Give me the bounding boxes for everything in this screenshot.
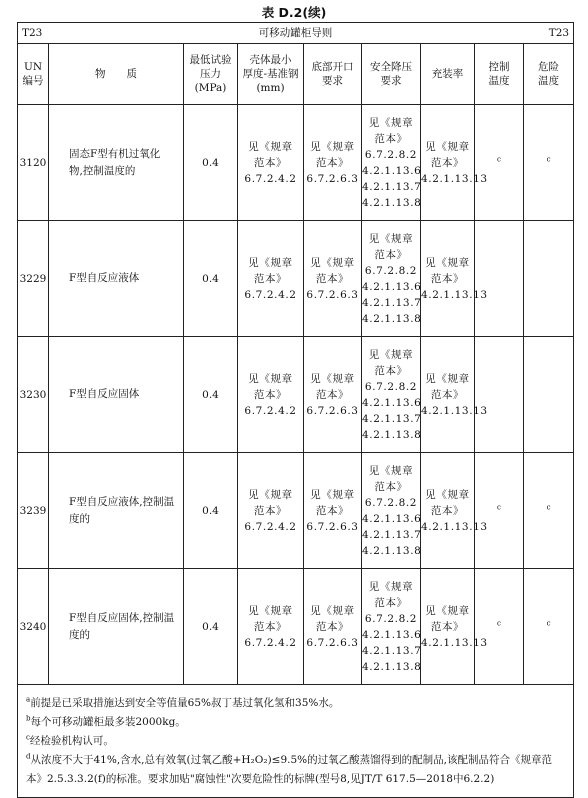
pressure-relief-line: 4.2.1.13.6 xyxy=(362,396,422,409)
control-temp-cell xyxy=(475,453,524,569)
pressure-relief-cell xyxy=(362,105,421,221)
bottom-opening-line: 见《规章 xyxy=(310,372,355,385)
filling-ratio-line: 4.2.1.13.13 xyxy=(421,520,488,533)
substance-line: 固态F型有机过氧化 xyxy=(69,147,161,160)
control-temp-cell xyxy=(475,569,524,685)
footnote-mark: c xyxy=(26,733,30,741)
bottom-opening-line: 见《规章 xyxy=(310,604,355,617)
header-danger-temp-line: 温度 xyxy=(538,75,560,87)
tank-instruction-table xyxy=(17,22,574,798)
footnote xyxy=(26,732,565,751)
substance-line: 度的 xyxy=(69,512,90,525)
header-control-temp-line: 控制 xyxy=(488,61,510,73)
table-caption: 表 D.2(续) xyxy=(261,5,327,20)
filling-ratio-cell xyxy=(421,221,488,337)
un-number-cell: 3229 xyxy=(18,221,49,337)
substance-line: F型自反应液体 xyxy=(69,272,140,284)
filling-ratio-line: 范本》 xyxy=(430,620,465,633)
control-temp-cell xyxy=(475,337,524,453)
danger-temp-cell xyxy=(524,453,574,569)
pressure-relief-line: 6.7.2.8.2 xyxy=(364,264,418,277)
footnote-text: 前提是已采取措施达到安全等值量65%叔丁基过氧化氢和35%水。 xyxy=(30,696,340,709)
header-pressure-relief xyxy=(362,44,421,105)
pressure-relief-line: 4.2.1.13.6 xyxy=(362,628,422,641)
pressure-relief-line: 4.2.1.13.8 xyxy=(362,196,422,209)
bottom-opening-cell xyxy=(304,453,362,569)
shell-thickness-cell xyxy=(238,105,304,221)
test-pressure-cell: 0.4 xyxy=(184,105,238,221)
footnote-mark: a xyxy=(26,695,31,703)
filling-ratio-cell xyxy=(421,569,488,685)
pressure-relief-cell xyxy=(362,453,421,569)
shell-thickness-line: 范本》 xyxy=(253,620,288,633)
header-shell-thickness-line: 壳体最小 xyxy=(249,54,292,66)
footnote-text: 从浓度不大于41%,含水,总有效氧(过氧乙酸+H₂O₂)≤9.5%的过氧乙酸蒸馏得到的配制品,该配制品符合《规章范本》2.5.3.3.2(f)的标准。要求加贴"腐蚀性"次要危险性的标牌(型号8,见JT/T 617.5—2018中6.2.2) xyxy=(26,753,552,785)
pressure-relief-line: 4.2.1.13.8 xyxy=(362,428,422,441)
footnote xyxy=(26,713,565,732)
un-number-cell: 3240 xyxy=(18,569,49,685)
pressure-relief-line: 6.7.2.8.2 xyxy=(364,612,418,625)
shell-thickness-cell xyxy=(238,569,304,685)
filling-ratio-line: 范本》 xyxy=(430,388,465,401)
filling-ratio-line: 4.2.1.13.13 xyxy=(421,636,488,649)
filling-ratio-line: 见《规章 xyxy=(425,372,470,385)
footnote xyxy=(26,694,565,713)
header-un-number xyxy=(18,44,49,105)
pressure-relief-line: 4.2.1.13.7 xyxy=(362,644,422,657)
un-number-cell: 3239 xyxy=(18,453,49,569)
header-shell-thickness xyxy=(238,44,304,105)
footnote-mark: c xyxy=(546,503,551,511)
filling-ratio-line: 4.2.1.13.13 xyxy=(421,288,488,301)
test-pressure-cell: 0.4 xyxy=(184,221,238,337)
danger-temp-cell xyxy=(524,337,574,453)
pressure-relief-cell xyxy=(362,337,421,453)
substance-line: 物,控制温度的 xyxy=(69,164,136,177)
header-danger-temp xyxy=(524,44,574,105)
bottom-opening-line: 6.7.2.6.3 xyxy=(306,520,359,533)
filling-ratio-line: 4.2.1.13.13 xyxy=(421,404,488,417)
pressure-relief-line: 范本》 xyxy=(374,364,408,377)
footnote-mark: c xyxy=(497,155,501,163)
shell-thickness-line: 6.7.2.4.2 xyxy=(244,288,297,301)
substance-cell xyxy=(49,105,184,221)
filling-ratio-line: 见《规章 xyxy=(425,488,470,501)
filling-ratio-line: 范本》 xyxy=(430,504,465,517)
pressure-relief-line: 4.2.1.13.7 xyxy=(362,528,422,541)
shell-thickness-cell xyxy=(238,453,304,569)
pressure-relief-line: 4.2.1.13.7 xyxy=(362,296,422,309)
pressure-relief-line: 4.2.1.13.8 xyxy=(362,660,422,673)
table-row xyxy=(18,105,574,221)
filling-ratio-line: 4.2.1.13.13 xyxy=(421,172,488,185)
shell-thickness-cell xyxy=(238,337,304,453)
bottom-opening-line: 6.7.2.6.3 xyxy=(306,404,359,417)
footnote xyxy=(26,751,565,789)
substance-cell xyxy=(49,569,184,685)
pressure-relief-line: 4.2.1.13.8 xyxy=(362,544,422,557)
pressure-relief-line: 4.2.1.13.6 xyxy=(362,280,422,293)
header-bottom-opening xyxy=(304,44,362,105)
shell-thickness-line: 见《规章 xyxy=(248,488,293,501)
filling-ratio-cell xyxy=(421,337,488,453)
bottom-opening-line: 6.7.2.6.3 xyxy=(306,288,359,301)
substance-cell xyxy=(49,337,184,453)
pressure-relief-cell xyxy=(362,569,421,685)
shell-thickness-cell xyxy=(238,221,304,337)
footnote-mark: c xyxy=(546,155,551,163)
shell-thickness-line: 6.7.2.4.2 xyxy=(244,172,297,185)
header-shell-thickness-line: 厚度-基准钢 xyxy=(242,68,299,80)
substance-cell xyxy=(49,221,184,337)
title-code-left: T23 xyxy=(22,27,43,39)
header-shell-thickness-line: (mm) xyxy=(256,82,285,94)
shell-thickness-line: 见《规章 xyxy=(248,372,293,385)
header-filling-ratio-line: 充装率 xyxy=(431,68,464,80)
pressure-relief-line: 6.7.2.8.2 xyxy=(364,148,418,161)
header-un-number-line: UN xyxy=(23,61,43,73)
filling-ratio-line: 范本》 xyxy=(430,156,465,169)
filling-ratio-cell xyxy=(421,453,488,569)
bottom-opening-cell xyxy=(304,337,362,453)
pressure-relief-line: 4.2.1.13.6 xyxy=(362,512,422,525)
shell-thickness-line: 见《规章 xyxy=(248,256,293,269)
bottom-opening-line: 范本》 xyxy=(315,504,350,517)
test-pressure-cell: 0.4 xyxy=(184,453,238,569)
header-test-pressure-line: 最低试验 xyxy=(189,54,232,66)
footnote-text: 经检验机构认可。 xyxy=(29,734,114,747)
shell-thickness-line: 6.7.2.4.2 xyxy=(244,404,297,417)
pressure-relief-line: 范本》 xyxy=(374,480,408,493)
header-pressure-relief-line: 安全降压 xyxy=(370,61,412,73)
header-substance-line: 物 质 xyxy=(95,68,137,80)
header-test-pressure-line: 压力 xyxy=(200,68,221,80)
pressure-relief-line: 4.2.1.13.6 xyxy=(362,164,422,177)
footnote-mark: c xyxy=(546,619,551,627)
filling-ratio-line: 见《规章 xyxy=(425,604,470,617)
table-body xyxy=(18,105,574,685)
danger-temp-cell xyxy=(524,569,574,685)
substance-line: F型自反应液体,控制温 xyxy=(69,495,175,508)
shell-thickness-line: 范本》 xyxy=(253,156,288,169)
filling-ratio-cell xyxy=(421,105,488,221)
table-notes xyxy=(18,685,574,798)
shell-thickness-line: 范本》 xyxy=(253,388,288,401)
table-row xyxy=(18,569,574,685)
header-bottom-opening-line: 要求 xyxy=(322,75,343,87)
bottom-opening-line: 见《规章 xyxy=(310,140,355,153)
header-substance xyxy=(49,44,184,105)
filling-ratio-line: 见《规章 xyxy=(425,256,470,269)
pressure-relief-line: 见《规章 xyxy=(368,232,414,245)
pressure-relief-line: 见《规章 xyxy=(368,348,414,361)
pressure-relief-line: 范本》 xyxy=(374,248,408,261)
title-text: 可移动罐柜导则 xyxy=(258,27,333,39)
shell-thickness-line: 范本》 xyxy=(253,272,288,285)
pressure-relief-line: 6.7.2.8.2 xyxy=(364,496,418,509)
title-code-right: T23 xyxy=(548,27,570,39)
table-row xyxy=(18,453,574,569)
title-bar xyxy=(18,23,574,44)
bottom-opening-line: 6.7.2.6.3 xyxy=(306,636,359,649)
un-number-cell: 3230 xyxy=(18,337,49,453)
pressure-relief-line: 见《规章 xyxy=(368,116,414,129)
footnote-mark: d xyxy=(26,752,31,760)
footnote-mark: c xyxy=(497,619,501,627)
header-test-pressure-line: (MPa) xyxy=(194,82,227,94)
table-row xyxy=(18,221,574,337)
substance-cell xyxy=(49,453,184,569)
header-un-number-line: 编号 xyxy=(22,75,44,87)
danger-temp-cell xyxy=(524,221,574,337)
shell-thickness-line: 6.7.2.4.2 xyxy=(244,636,297,649)
un-number-cell: 3120 xyxy=(18,105,49,221)
bottom-opening-cell xyxy=(304,105,362,221)
danger-temp-cell xyxy=(524,105,574,221)
footnote-mark: c xyxy=(497,503,501,511)
shell-thickness-line: 见《规章 xyxy=(248,604,293,617)
pressure-relief-line: 4.2.1.13.8 xyxy=(362,312,422,325)
pressure-relief-line: 4.2.1.13.7 xyxy=(362,412,422,425)
shell-thickness-line: 见《规章 xyxy=(248,140,293,153)
header-control-temp-line: 温度 xyxy=(488,75,510,87)
pressure-relief-cell xyxy=(362,221,421,337)
bottom-opening-line: 范本》 xyxy=(315,272,350,285)
filling-ratio-line: 见《规章 xyxy=(425,140,470,153)
pressure-relief-line: 范本》 xyxy=(374,132,408,145)
pressure-relief-line: 范本》 xyxy=(374,596,408,609)
bottom-opening-cell xyxy=(304,569,362,685)
shell-thickness-line: 范本》 xyxy=(253,504,288,517)
header-danger-temp-line: 危险 xyxy=(538,61,560,73)
pressure-relief-line: 4.2.1.13.7 xyxy=(362,180,422,193)
footnote-text: 每个可移动罐柜最多装2000kg。 xyxy=(30,715,186,728)
bottom-opening-line: 见《规章 xyxy=(310,488,355,501)
bottom-opening-line: 范本》 xyxy=(315,156,350,169)
pressure-relief-line: 见《规章 xyxy=(368,580,414,593)
table-row xyxy=(18,337,574,453)
control-temp-cell xyxy=(475,105,524,221)
bottom-opening-line: 见《规章 xyxy=(310,256,355,269)
header-row xyxy=(18,44,574,105)
substance-line: F型自反应固体 xyxy=(69,388,140,400)
substance-line: F型自反应固体,控制温 xyxy=(69,611,175,624)
control-temp-cell xyxy=(475,221,524,337)
pressure-relief-line: 见《规章 xyxy=(368,464,414,477)
shell-thickness-line: 6.7.2.4.2 xyxy=(244,520,297,533)
filling-ratio-line: 范本》 xyxy=(430,272,465,285)
bottom-opening-line: 范本》 xyxy=(315,620,350,633)
footnote-mark: b xyxy=(26,714,31,722)
substance-line: 度的 xyxy=(69,628,90,641)
header-filling-ratio xyxy=(421,44,475,105)
title-row xyxy=(18,23,574,44)
header-control-temp xyxy=(475,44,524,105)
header-bottom-opening-line: 底部开口 xyxy=(311,61,354,73)
bottom-opening-line: 6.7.2.6.3 xyxy=(306,172,359,185)
test-pressure-cell: 0.4 xyxy=(184,569,238,685)
header-test-pressure xyxy=(184,44,238,105)
pressure-relief-line: 6.7.2.8.2 xyxy=(364,380,418,393)
header-pressure-relief-line: 要求 xyxy=(380,75,402,87)
bottom-opening-line: 范本》 xyxy=(315,388,350,401)
test-pressure-cell: 0.4 xyxy=(184,337,238,453)
bottom-opening-cell xyxy=(304,221,362,337)
